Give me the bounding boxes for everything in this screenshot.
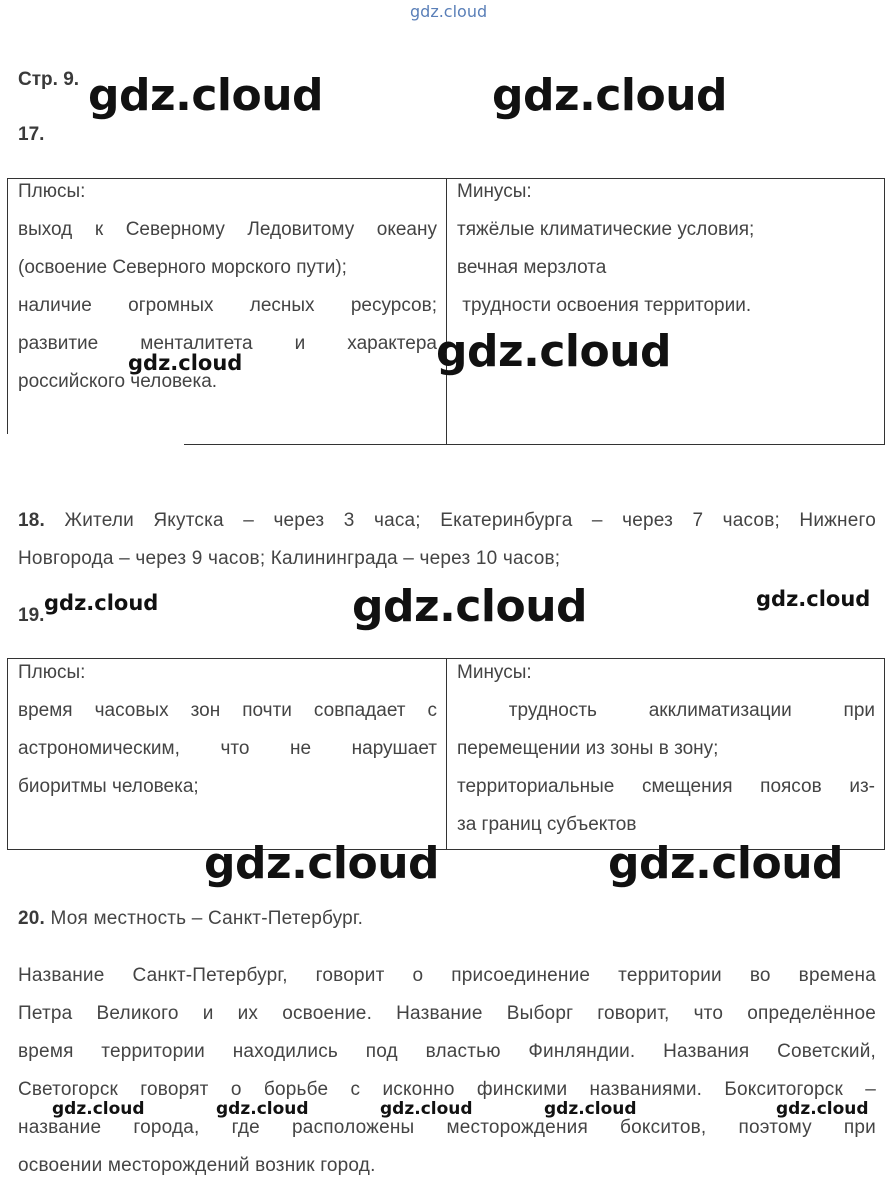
minus-line: трудность акклиматизации при bbox=[457, 700, 875, 721]
plus-line: наличие огромных лесных ресурсов; bbox=[18, 295, 437, 316]
task-17-number: 17. bbox=[18, 124, 45, 145]
minus-header: Минусы: bbox=[457, 181, 532, 202]
plus-line: биоритмы человека; bbox=[18, 776, 199, 797]
watermark: gdz.cloud bbox=[204, 838, 440, 889]
watermark: gdz.cloud bbox=[544, 1099, 637, 1119]
watermark: gdz.cloud bbox=[436, 326, 672, 377]
task-20-intro-text: Моя местность – Санкт-Петербург. bbox=[50, 908, 364, 929]
plus-line: российского человека. bbox=[18, 371, 218, 392]
task-20-line: Петра Великого и их освоение. Название Выборг говорит, что определённое bbox=[18, 1003, 876, 1024]
minus-line: тяжёлые климатические условия; bbox=[457, 219, 755, 240]
task-18-paragraph bbox=[18, 502, 876, 578]
watermark: gdz.cloud bbox=[492, 70, 728, 121]
watermark: gdz.cloud bbox=[216, 1099, 309, 1119]
plus-header: Плюсы: bbox=[18, 662, 86, 683]
task-18-line: Новгорода – через 9 часов; Калининграда – через 10 часов; bbox=[18, 548, 561, 569]
page-label: Стр. 9. bbox=[18, 69, 80, 90]
task-19-minus-cell bbox=[457, 654, 875, 844]
plus-line: выход к Северному Ледовитому океану bbox=[18, 219, 437, 240]
watermark: gdz.cloud bbox=[756, 587, 871, 611]
watermark: gdz.cloud bbox=[88, 70, 324, 121]
task-20-line: Светогорск говорят о борьбе с исконно финскими названиями. Бокситогорск – bbox=[18, 1079, 876, 1100]
task-19-number: 19. bbox=[18, 605, 45, 626]
watermark: gdz.cloud bbox=[352, 581, 588, 632]
plus-line: астрономическим, что не нарушает bbox=[18, 738, 437, 759]
task-20-line: название города, где расположены месторождения бокситов, поэтому при bbox=[18, 1117, 876, 1138]
watermark: gdz.cloud bbox=[44, 591, 159, 615]
watermark: gdz.cloud bbox=[608, 838, 844, 889]
task-20-line: освоении месторождений возник город. bbox=[18, 1155, 376, 1176]
minus-header: Минусы: bbox=[457, 662, 532, 683]
plus-line: развитие менталитета и характера bbox=[18, 333, 437, 354]
minus-line: территориальные смещения поясов из- bbox=[457, 776, 875, 797]
task-20-intro bbox=[18, 900, 363, 938]
watermark: gdz.cloud bbox=[128, 351, 243, 375]
plus-line: время часовых зон почти совпадает с bbox=[18, 700, 437, 721]
task-19-plus-cell bbox=[18, 654, 437, 806]
top-watermark: gdz.cloud bbox=[410, 2, 488, 21]
task-18-line: Жители Якутска – через 3 часа; Екатеринбурга – через 7 часов; Нижнего bbox=[64, 510, 876, 531]
task-18-number: 18. bbox=[18, 510, 46, 531]
watermark: gdz.cloud bbox=[52, 1099, 145, 1119]
task-20-line: время территории находились под властью Финляндии. Названия Советский, bbox=[18, 1041, 876, 1062]
plus-line: (освоение Северного морского пути); bbox=[18, 257, 347, 278]
minus-line: за границ субъектов bbox=[457, 814, 637, 835]
minus-line: трудности освоения территории. bbox=[457, 295, 752, 316]
minus-line: вечная мерзлота bbox=[457, 257, 607, 278]
task-17-minus-cell bbox=[457, 173, 877, 325]
plus-header: Плюсы: bbox=[18, 181, 86, 202]
task-20-line: Название Санкт-Петербург, говорит о присоединение территории во времена bbox=[18, 965, 876, 986]
watermark: gdz.cloud bbox=[776, 1099, 869, 1119]
task-20-number: 20. bbox=[18, 908, 46, 929]
watermark: gdz.cloud bbox=[380, 1099, 473, 1119]
minus-line: перемещении из зоны в зону; bbox=[457, 738, 719, 759]
task-20-paragraph bbox=[18, 957, 876, 1185]
